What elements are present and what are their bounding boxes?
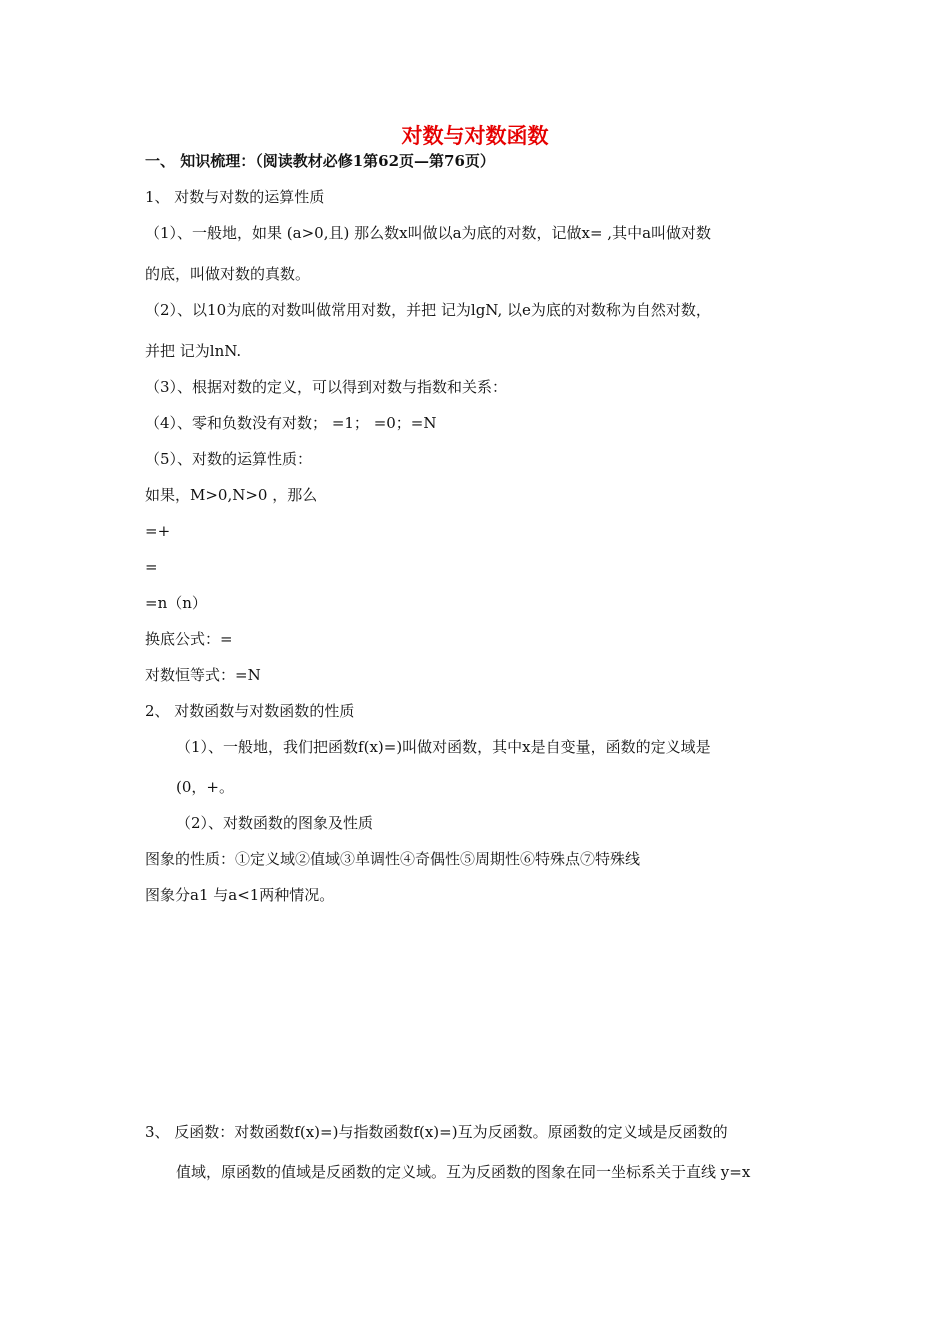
text-line: 的底，叫做对数的真数。 xyxy=(145,265,311,283)
text-line: （2）、以10为底的对数叫做常用对数，并把 记为lgN, 以e为底的对数称为自然对数， xyxy=(145,301,711,319)
text-line: =n（n） xyxy=(145,594,207,612)
text-line: =+ xyxy=(145,522,171,540)
text-line: 换底公式：= xyxy=(145,630,233,648)
text-line: （5）、对数的运算性质： xyxy=(145,450,313,468)
text-line: （4）、零和负数没有对数； =1； =0；=N xyxy=(145,414,437,432)
text-line: 3、 反函数：对数函数f(x)=)与指数函数f(x)=)互为反函数。原函数的定义域是反函数的 xyxy=(145,1123,728,1141)
text-line: 值域，原函数的值域是反函数的定义域。互为反函数的图象在同一坐标系关于直线 y=x xyxy=(176,1163,751,1181)
text-line: 对数恒等式：=N xyxy=(145,666,261,684)
text-line: （1）、一般地，如果 (a>0,且) 那么数x叫做以a为底的对数，记做x= ,其中a叫做对数 xyxy=(145,224,712,242)
text-line: 2、 对数函数与对数函数的性质 xyxy=(145,702,355,720)
text-line: （2）、对数函数的图象及性质 xyxy=(176,814,374,832)
text-line: = xyxy=(145,558,158,576)
text-line: 图象的性质：①定义域②值域③单调性④奇偶性⑤周期性⑥特殊点⑦特殊线 xyxy=(145,850,641,868)
text-line: (0，+。 xyxy=(176,778,234,796)
text-line: 1、 对数与对数的运算性质 xyxy=(145,188,325,206)
text-line: 图象分a1 与a<1两种情况。 xyxy=(145,886,335,904)
text-line: （3）、根据对数的定义，可以得到对数与指数和关系： xyxy=(145,378,508,396)
text-line: 如果，M>0,N>0 ，那么 xyxy=(145,486,318,504)
text-line: （1）、一般地，我们把函数f(x)=)叫做对函数，其中x是自变量，函数的定义域是 xyxy=(176,738,711,756)
document-title: 对数与对数函数 xyxy=(401,123,549,148)
section-heading: 一、 知识梳理：（阅读教材必修1第62页—第76页） xyxy=(145,152,495,170)
text-line: 并把 记为lnN. xyxy=(145,342,242,360)
